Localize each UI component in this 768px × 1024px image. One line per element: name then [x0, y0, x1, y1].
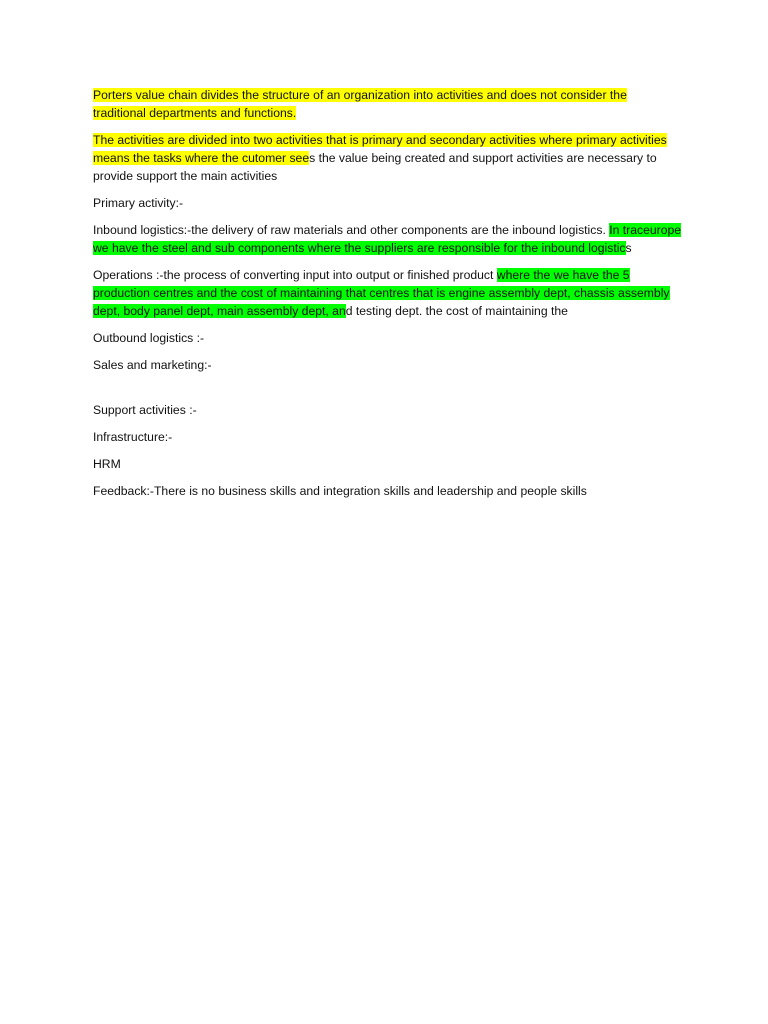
highlighted-text-green: In traceurope we have the steel and sub components where the suppliers are responsible for the inbound logistic	[93, 223, 682, 255]
paragraph-inbound-logistics	[93, 221, 683, 257]
text-run: Feedback:-There is no business skills and integration skills and leadership and people skills	[93, 484, 587, 498]
heading-hrm	[93, 455, 683, 473]
text-run: s the value being created and support activities are necessary to provide support the main activities	[93, 151, 657, 183]
text-run: Support activities :-	[93, 403, 197, 417]
text-run: Infrastructure:-	[93, 430, 173, 444]
heading-support-activities	[93, 401, 683, 419]
text-run: Outbound logistics :-	[93, 331, 205, 345]
text-run: d testing dept. the cost of maintaining the	[345, 304, 568, 318]
blank-line	[93, 383, 683, 401]
highlighted-text-green: where the we have the 5 production centres and the cost of maintaining that centres that is engine assembly dept, chassis assembly dept, body panel dept, main assembly dept, an	[93, 268, 670, 318]
document-body	[93, 86, 683, 509]
paragraph-intro	[93, 86, 683, 122]
text-run: Primary activity:-	[93, 196, 184, 210]
text-run: HRM	[93, 457, 121, 471]
heading-sales-marketing	[93, 356, 683, 374]
paragraph-activities	[93, 131, 683, 185]
text-run: s	[625, 241, 632, 255]
paragraph-feedback	[93, 482, 683, 500]
heading-primary-activity	[93, 194, 683, 212]
heading-outbound-logistics	[93, 329, 683, 347]
text-run: Inbound logistics:-the delivery of raw materials and other components are the inbound logistics.	[93, 223, 610, 237]
highlighted-text-yellow: Porters value chain divides the structure of an organization into activities and does not consider the traditional departments and functions.	[93, 88, 627, 120]
highlighted-text-yellow: The activities are divided into two activities that is primary and secondary activities where primary activities means the tasks where the cutomer see	[93, 133, 667, 165]
heading-infrastructure	[93, 428, 683, 446]
text-run: Sales and marketing:-	[93, 358, 212, 372]
paragraph-operations	[93, 266, 683, 320]
text-run: Operations :-the process of converting input into output or finished product	[93, 268, 497, 282]
